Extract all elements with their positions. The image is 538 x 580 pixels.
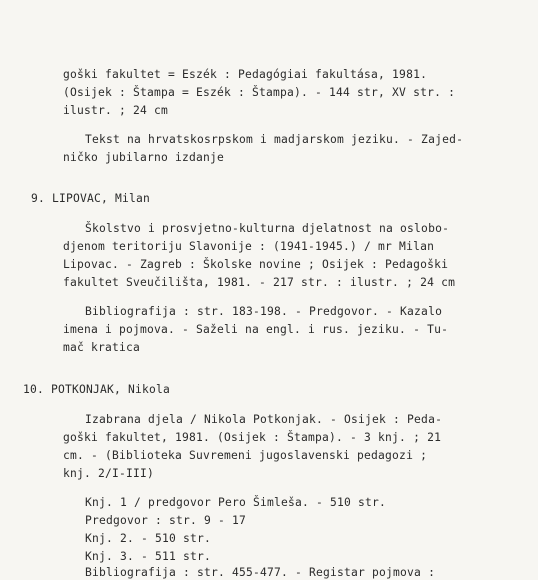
description-line: (Osijek : Štampa = Eszék : Štampa). - 144 str, XV str. : — [63, 86, 456, 99]
note-line: ničko jubilarno izdanje — [63, 151, 225, 164]
description-line: Izabrana djela / Nikola Potkonjak. - Osijek : Peda- — [85, 413, 443, 426]
description-line: knj. 2/I-III) — [63, 467, 155, 480]
description-line: Školstvo i prosvjetno-kulturna djelatnost na oslobo- — [85, 222, 450, 235]
volume-line: Knj. 1 / predgovor Pero Šimleša. - 510 str. — [85, 496, 387, 509]
volume-line: Predgovor : str. 9 - 17 — [85, 514, 247, 527]
note-line: mač kratica — [63, 341, 141, 354]
description-line: Lipovac. - Zagreb : Školske novine ; Osijek : Pedagoški — [63, 258, 449, 271]
entry-heading: 9. LIPOVAC, Milan — [31, 192, 151, 205]
description-line: djenom teritoriju Slavonije : (1941-1945.) / mr Milan — [63, 240, 435, 253]
description-line: ilustr. ; 24 cm — [63, 104, 169, 117]
description-line: goški fakultet, 1981. (Osijek : Štampa). - 3 knj. ; 21 — [63, 431, 442, 444]
note-line: Tekst na hrvatskosrpskom i madjarskom jeziku. - Zajed- — [85, 133, 464, 146]
description-line: goški fakultet = Eszék : Pedagógiai fakultása, 1981. — [63, 68, 428, 81]
description-line: fakultet Sveučilišta, 1981. - 217 str. : ilustr. ; 24 cm — [63, 276, 456, 289]
note-line: imena i pojmova. - Saželi na engl. i rus. jeziku. - Tu- — [63, 323, 449, 336]
entry-heading: 10. POTKONJAK, Nikola — [23, 383, 171, 396]
volume-line: Knj. 2. - 510 str. — [85, 532, 212, 545]
volume-line: Bibliografija : str. 455-477. - Registar pojmova : — [85, 566, 436, 579]
description-line: cm. - (Biblioteka Suvremeni jugoslavenski pedagozi ; — [63, 449, 428, 462]
volume-line: Knj. 3. - 511 str. — [85, 550, 212, 563]
note-line: Bibliografija : str. 183-198. - Predgovor. - Kazalo — [85, 305, 443, 318]
